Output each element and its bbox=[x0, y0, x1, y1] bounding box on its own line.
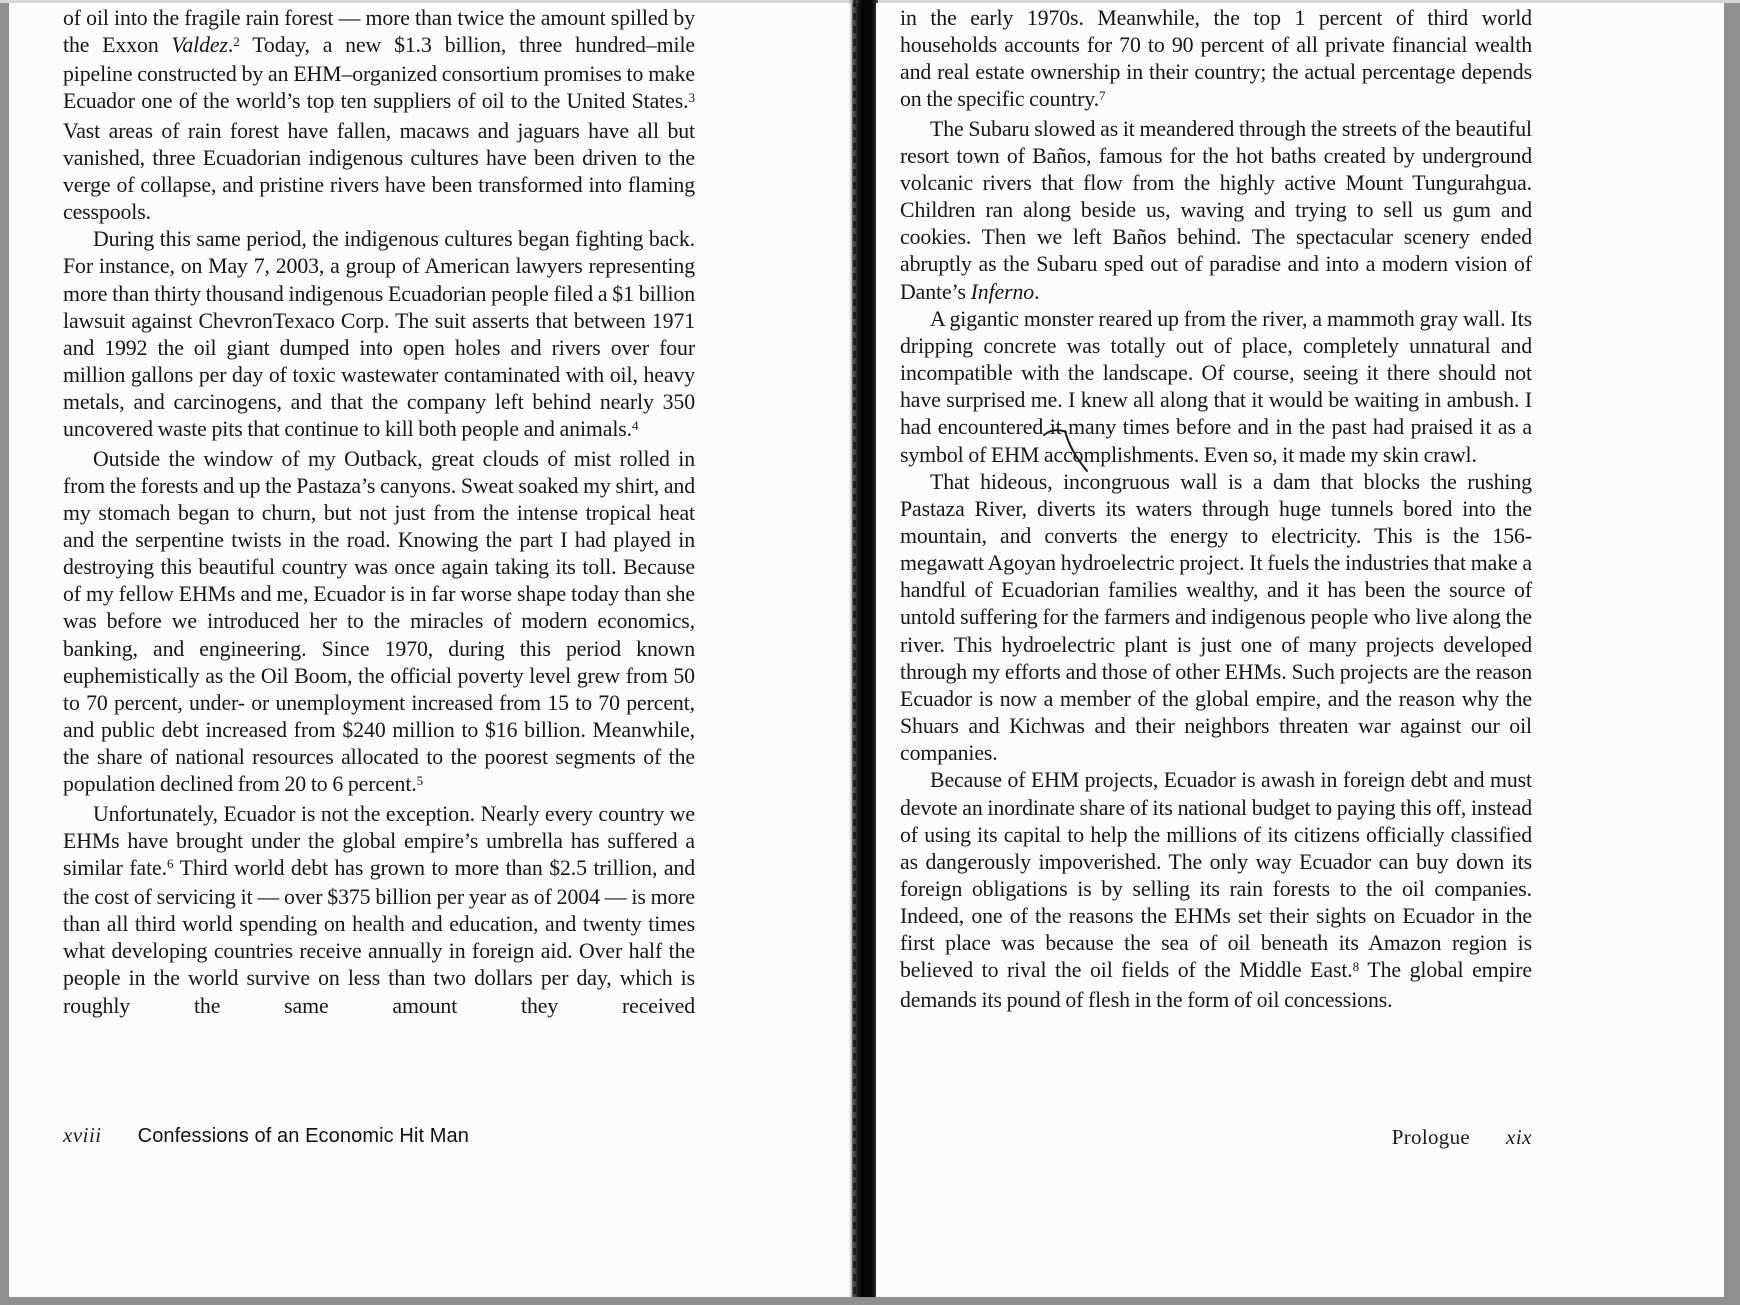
left-page-footer bbox=[63, 1123, 469, 1148]
right-page-text bbox=[900, 5, 1532, 1014]
left-page-text bbox=[63, 5, 695, 1020]
running-title: Confessions of an Economic Hit Man bbox=[137, 1125, 469, 1147]
paragraph: Outside the window of my Outback, great clouds of mist rolled in from the forests and up the Pastaza’s canyons. Sweat soaked my shirt, and my stomach began to churn, but not just from the intense tropical heat and the serpentine twists in the road. Knowing the part I had played in destroying this beautiful country was once again taking its toll. Because of my fellow EHMs and me, Ecuador is in far worse shape today than she was before we introduced her to the miracles of modern economics, banking, and engineering. Since 1970, during this period known euphemistically as the Oil Boom, the official poverty level grew from 50 to 70 percent, under- or unemployment increased from 15 to 70 percent, and public debt increased from $240 million to $16 billion. Meanwhile, the share of national resources allocated to the poorest segments of the population declined from 20 to 6 percent.$^5$ bbox=[63, 446, 695, 797]
paragraph: in the early 1970s. Meanwhile, the top 1 percent of third world households accounts for 70 to 90 percent of all private financial wealth and real estate ownership in their country; the actual percentage depends on the specific country.$^7$ bbox=[900, 6, 1532, 112]
page-gutter bbox=[849, 0, 878, 1297]
paragraph: Unfortunately, Ecuador is not the exception. Nearly every country we EHMs have brought under the global empire’s umbrella has suffered a similar fate.$^6$ Third world debt has grown to more than $2.5 trillion, and the cost of servicing it — over $375 billion per year as of 2004 — is more than all third world spending on health and education, and twenty times what developing countries receive annually in foreign aid. Over half the people in the world survive on less than two dollars per day, which is roughly the same amount they received bbox=[63, 801, 695, 1018]
right-page-footer bbox=[900, 1125, 1532, 1150]
page-number-left: xviii bbox=[63, 1123, 102, 1147]
right-page bbox=[876, 3, 1724, 1297]
section-label: Prologue bbox=[1391, 1125, 1471, 1149]
paragraph: of oil into the fragile rain forest — more than twice the amount spilled by the Exxon Valdez.$^2$ Today, a new $1.3 billion, three hundred–mile pipeline constructed by an EHM–organized consortium promises to make Ecuador one of the world’s top ten suppliers of oil to the United States.$^3$ Vast areas of rain forest have fallen, macaws and jaguars have all but vanished, three Ecuadorian indigenous cultures have been driven to the verge of collapse, and pristine rivers have been transformed into flaming cesspools. bbox=[63, 6, 695, 225]
paragraph: That hideous, incongruous wall is a dam that blocks the rushing Pastaza River, diverts its waters through huge tunnels bored into the mountain, and converts the energy to electricity. This is the 156-megawatt Agoyan hydroelectric project. It fuels the industries that make a handful of Ecuadorian families wealthy, and it has been the source of untold suffering for the farmers and indigenous people who live along the river. This hydroelectric plant is just one of many projects developed through my efforts and those of other EHMs. Such projects are the reason Ecuador is now a member of the global empire, and the reason why the Shuars and Kichwas and their neighbors threaten war against our oil companies. bbox=[900, 469, 1532, 766]
left-page bbox=[9, 3, 852, 1297]
paragraph: A gigantic monster reared up from the river, a mammoth gray wall. Its dripping concrete was totally out of place, completely unnatural and incompatible with the landscape. Of course, seeing it there should not have surprised me. I knew all along that it would be waiting in ambush. I had encountered it many times before and in the past had praised it as a symbol of EHM accomplishments. Even so, it made my skin crawl. bbox=[900, 306, 1532, 467]
paragraph: During this same period, the indigenous cultures began fighting back. For instance, on May 7, 2003, a group of American lawyers representing more than thirty thousand indigenous Ecuadorian people filed a $1 billion lawsuit against ChevronTexaco Corp. The suit asserts that between 1971 and 1992 the oil giant dumped into open holes and rivers over four million gallons per day of toxic wastewater contaminated with oil, heavy metals, and carcinogens, and that the company left behind nearly 350 uncovered waste pits that continue to kill both people and animals.$^4$ bbox=[63, 227, 695, 442]
paragraph: The Subaru slowed as it meandered through the streets of the beautiful resort town of Baños, famous for the hot baths created by underground volcanic rivers that flow from the highly active Mount Tungurahgua. Children ran along beside us, waving and trying to sell us gum and cookies. Then we left Baños behind. The spectacular scenery ended abruptly as the Subaru sped out of paradise and into a modern vision of Dante’s Inferno. bbox=[900, 116, 1532, 304]
paragraph: Because of EHM projects, Ecuador is awash in foreign debt and must devote an inordinate share of its national budget to paying this off, instead of using its capital to help the millions of its citizens officially classified as dangerously impoverished. The only way Ecuador can buy down its foreign obligations is by selling its rain forests to the oil companies. Indeed, one of the reasons the EHMs set their sights on Ecuador in the first place was because the sea of oil beneath its Amazon region is believed to rival the oil fields of the Middle East.$^8$ The global empire demands its pound of flesh in the form of oil concessions. bbox=[900, 768, 1532, 1012]
page-number-right: xix bbox=[1506, 1125, 1532, 1149]
